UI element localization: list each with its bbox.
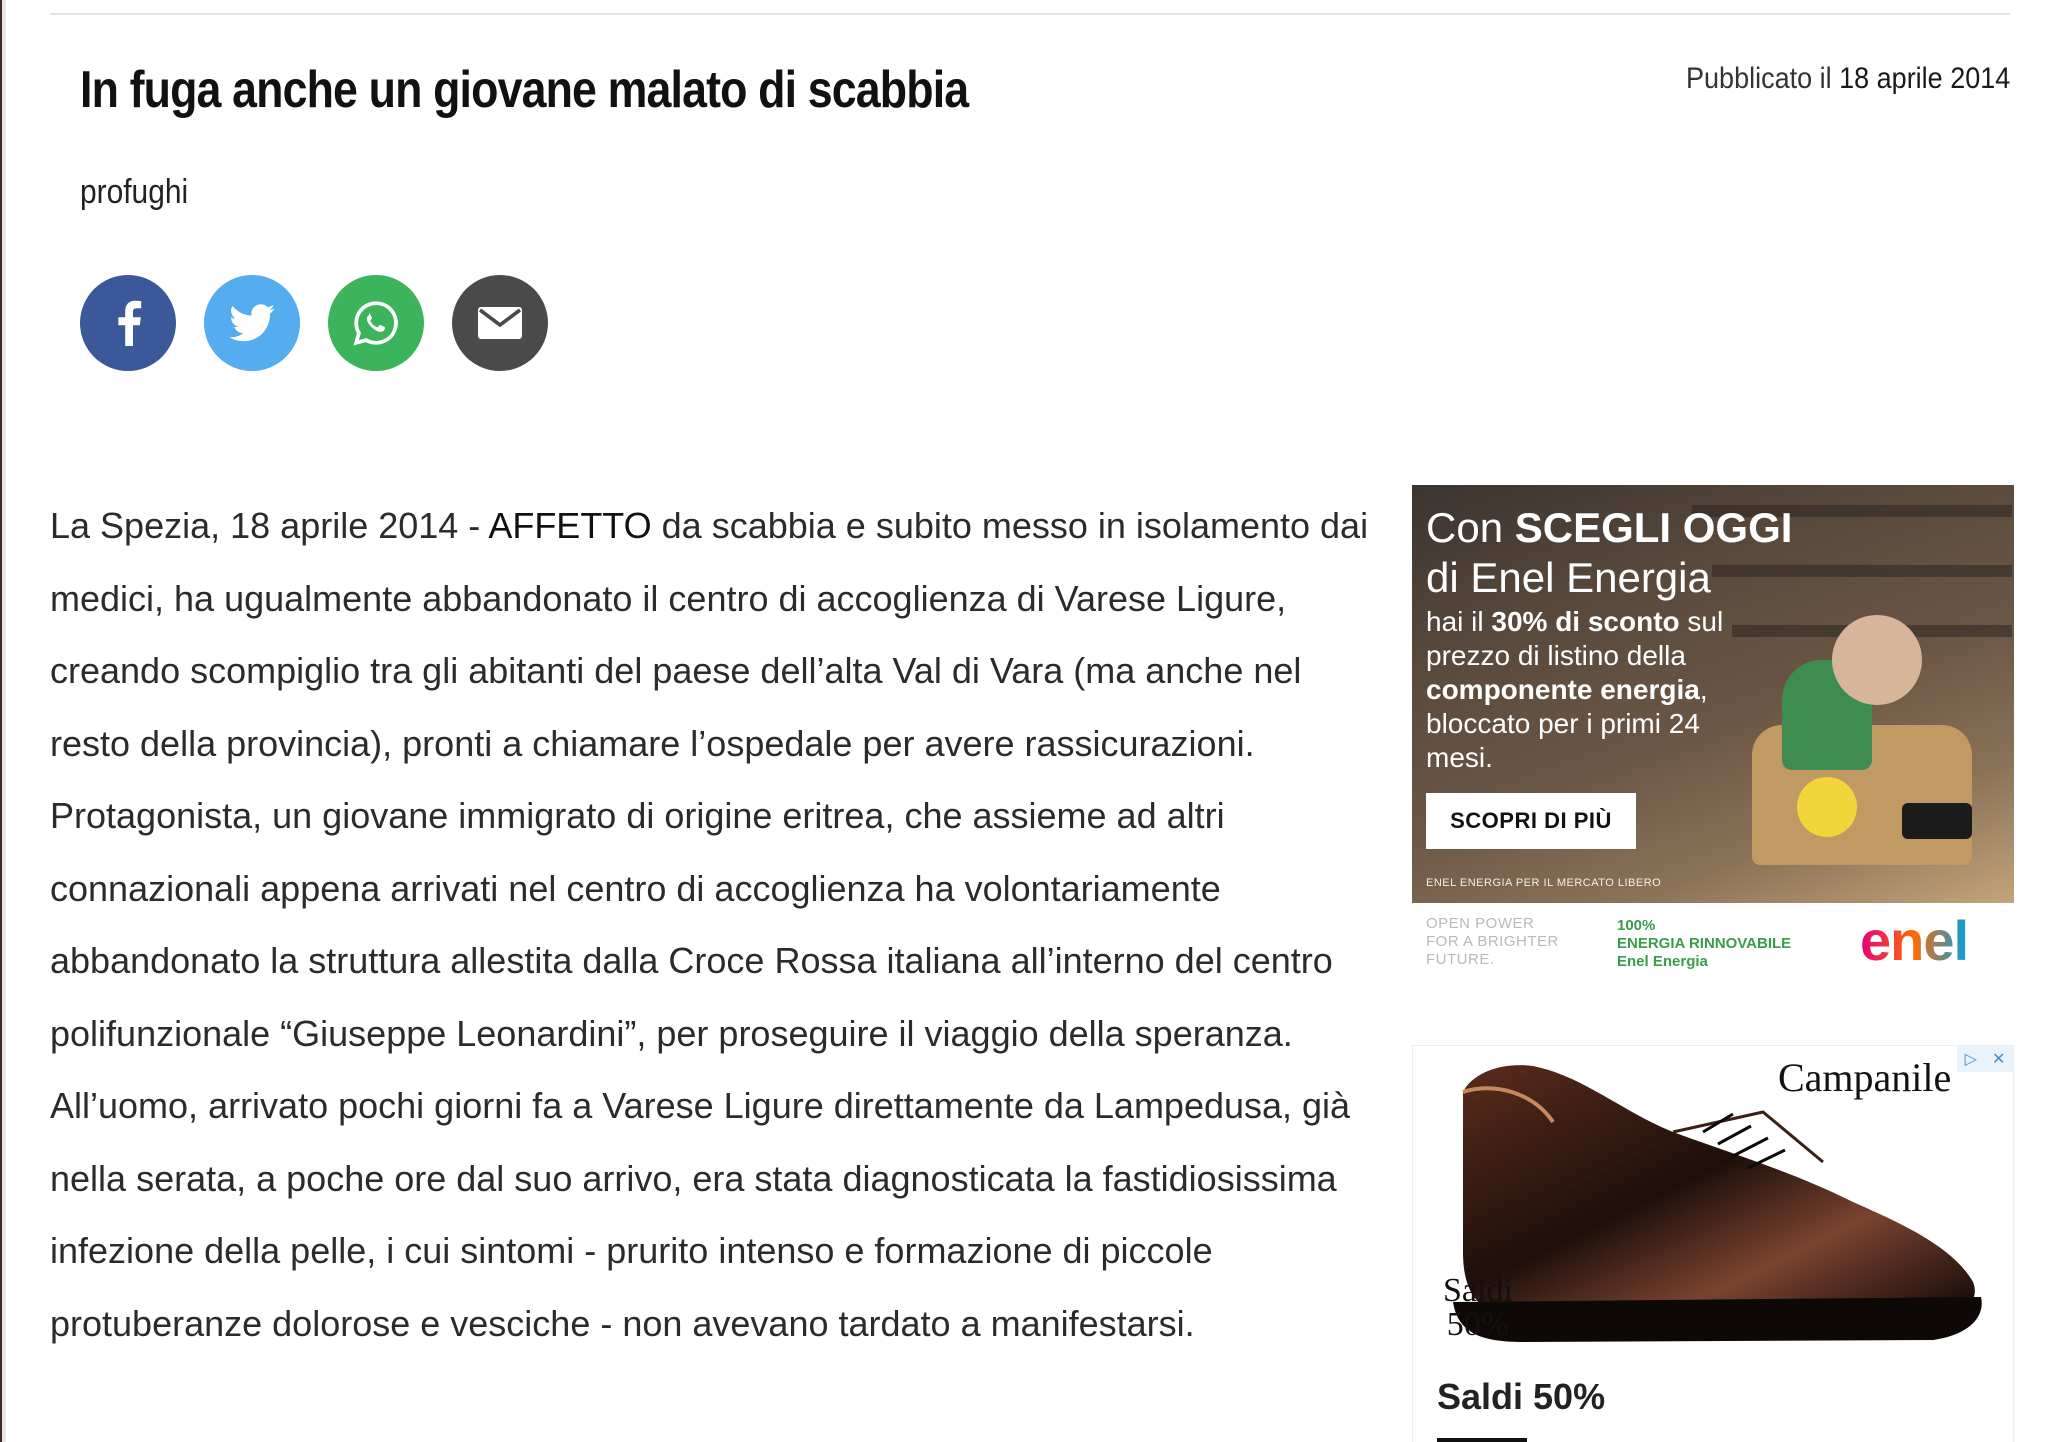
article-title: In fuga anche un giovane malato di scabbia <box>80 61 969 119</box>
ad-cta-button[interactable]: SCOPRI DI PIÙ <box>1426 793 1636 849</box>
ad-title: Saldi 50% <box>1437 1376 1606 1417</box>
whatsapp-icon <box>351 298 401 348</box>
ad-open-power-text: OPEN POWER FOR A BRIGHTER FUTURE. <box>1426 915 1559 968</box>
adchoices-icon[interactable]: ▷ ✕ <box>1957 1046 2013 1072</box>
top-divider <box>50 13 2010 15</box>
ad-underline <box>1437 1438 1527 1442</box>
share-email-button[interactable] <box>452 275 548 371</box>
ad-fine-print: ENEL ENERGIA PER IL MERCATO LIBERO <box>1426 877 1662 889</box>
share-facebook-button[interactable] <box>80 275 176 371</box>
share-bar <box>80 275 548 371</box>
ad-renewable-text: 100% ENERGIA RINNOVABILE Enel Energia <box>1617 917 1792 970</box>
enel-energia-ad[interactable] <box>1412 485 2014 972</box>
window-edge <box>0 0 6 1442</box>
article-body <box>50 490 1390 1360</box>
article-dateline: La Spezia, 18 aprile 2014 - <box>50 505 489 546</box>
ad-headline: Con SCEGLI OGGI di Enel Energia <box>1426 504 1793 601</box>
ad-image-text: Saldi 50% <box>1443 1272 1513 1343</box>
ad-brand: Campanile <box>1778 1055 1952 1100</box>
share-whatsapp-button[interactable] <box>328 275 424 371</box>
enel-logo: enel <box>1860 909 1969 972</box>
published-date: 18 aprile 2014 <box>1838 62 2010 95</box>
shoe-ad[interactable] <box>1412 1045 2014 1442</box>
published-label: Pubblicato il <box>1685 62 1832 95</box>
twitter-icon <box>229 304 275 342</box>
facebook-icon <box>108 300 148 346</box>
ad-body: hai il 30% di sconto sul prezzo di listino della componente energia, bloccato per i primi 24 mesi. <box>1426 606 1724 773</box>
article-lead-word: AFFETTO <box>488 505 652 546</box>
publication-date <box>1686 62 2010 96</box>
article-text: da scabbia e subito messo in isolamento dai medici, ha ugualmente abbandonato il centro di accoglienza di Varese Ligure, creando scompiglio tra gli abitanti del paese dell’alta Val di Vara (ma anche nel resto della provincia), pronti a chiamare l’ospedale per avere rassicurazioni. Protagonista, un giovane immigrato di origine eritrea, che assieme ad altri connazionali appena arrivati nel centro di accoglienza ha volontariamente abbandonato la struttura allestita dalla Croce Rossa italiana all’interno del centro polifunzionale “Giuseppe Leonardini”, per proseguire il viaggio della speranza. All’uomo, arrivato pochi giorni fa a Varese Ligure direttamente da Lampedusa, già nella serata, a poche ore dal suo arrivo, era stata diagnosticata la fastidiosissima infezione della pelle, i cui sintomi - prurito intenso e formazione di piccole protuberanze dolorose e vesciche - non avevano tardato a manifestarsi. <box>50 505 1369 1344</box>
mail-icon <box>478 307 522 339</box>
article-tag[interactable]: profughi <box>80 173 189 211</box>
share-twitter-button[interactable] <box>204 275 300 371</box>
